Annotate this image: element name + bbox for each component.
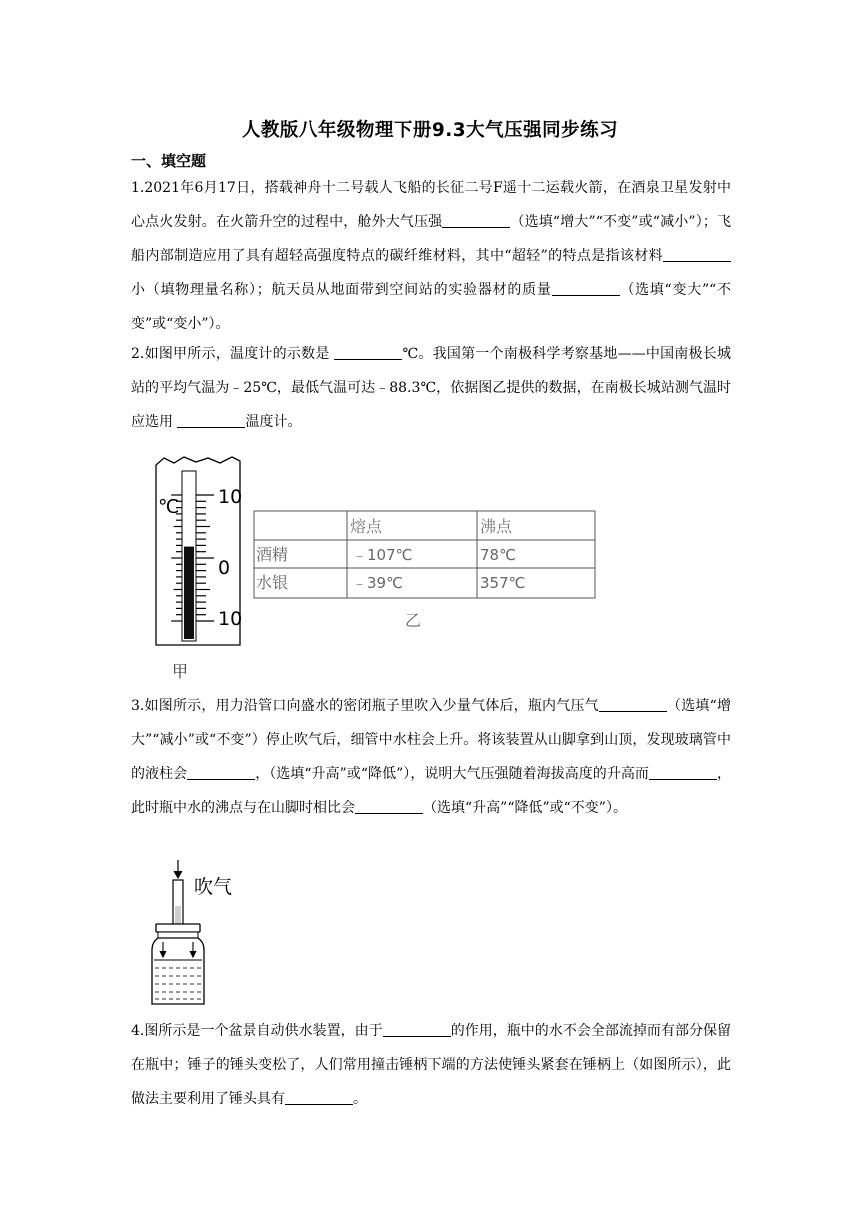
- tick-label-top: 10: [218, 486, 243, 508]
- answer-blank[interactable]: [663, 245, 731, 262]
- tick-label-bottom: 10: [218, 608, 243, 630]
- table-cell: 78℃: [480, 546, 516, 564]
- figure-caption-jia: 甲: [172, 662, 189, 681]
- table-header: 沸点: [480, 517, 513, 536]
- page-title: 人教版八年级物理下册9.3大气压强同步练习: [241, 120, 619, 141]
- question-4: 4.图所示是一个盆景自动供水装置，由于 的作用，瓶中的水不会全部流掉而有部分保留在瓶中；锤子的锤头变松了，人们常用撞击锤柄下端的方法使锤头紧套在锤柄上（如图所示），此做法主要利用了锤头具有 。: [131, 1014, 731, 1116]
- table-cell: ﹣39℃: [352, 574, 403, 592]
- unit-label: ℃: [158, 496, 180, 518]
- question-3: 3.如图所示，用力沿管口向盛水的密闭瓶子里吹入少量气体后，瓶内气压气 （选填“增大”“减小”或“不变”）停止吹气后，细管中水柱会上升。将该装置从山脚拿到山顶，发现玻璃管中的液柱会 ，（选填“升高”或“降低”），说明大气压强随着海拔高度的升高而 ，此时瓶中水的沸点与在山脚时相比会 （选填“升高”“降低”或“不变”）。: [131, 689, 731, 825]
- answer-blank[interactable]: [285, 1088, 353, 1105]
- blow-label: 吹气: [194, 876, 233, 898]
- figure-caption-yi: 乙: [405, 611, 422, 630]
- bottle-figure: [148, 858, 268, 1010]
- melting-boiling-table: [250, 508, 600, 636]
- table-header: 熔点: [350, 517, 383, 536]
- answer-blank[interactable]: [177, 411, 245, 428]
- table-cell: 酒精: [256, 545, 289, 564]
- answer-blank[interactable]: [355, 797, 423, 814]
- answer-blank[interactable]: [334, 343, 402, 360]
- section-heading: 一、填空题: [131, 152, 207, 170]
- table-cell: 357℃: [480, 574, 526, 592]
- answer-blank[interactable]: [442, 211, 510, 228]
- answer-blank[interactable]: [383, 1020, 451, 1037]
- question-1: 1.2021年6月17日，搭载神舟十二号载人飞船的长征二号F遥十二运载火箭，在酒泉卫星发射中心点火发射。在火箭升空的过程中，舱外大气压强 （选填“增大”“不变”或“减小”）；飞船内部制造应用了具有超轻高强度特点的碳纤维材料，其中“超轻”的特点是指该材料小（填物理量名称）；航天员从地面带到空间站的实验器材的质量 （选填“变大”“不变”或“变小”）。: [131, 180, 731, 332]
- table-cell: 水银: [256, 573, 289, 592]
- answer-blank[interactable]: [599, 695, 667, 712]
- mercury-column: [184, 547, 194, 639]
- answer-blank[interactable]: [187, 763, 255, 780]
- answer-blank[interactable]: [649, 763, 717, 780]
- question-2: 2.如图甲所示，温度计的示数是 ℃。我国第一个南极科学考察基地——中国南极长城站的平均气温为﹣25℃，最低气温可达﹣88.3℃，依据图乙提供的数据，在南极长城站测气温时应选用 温度计。: [131, 337, 731, 439]
- thermometer-figure: [148, 455, 248, 683]
- table-cell: ﹣107℃: [352, 546, 413, 564]
- tick-label-zero: 0: [218, 557, 231, 579]
- answer-blank[interactable]: [552, 279, 620, 296]
